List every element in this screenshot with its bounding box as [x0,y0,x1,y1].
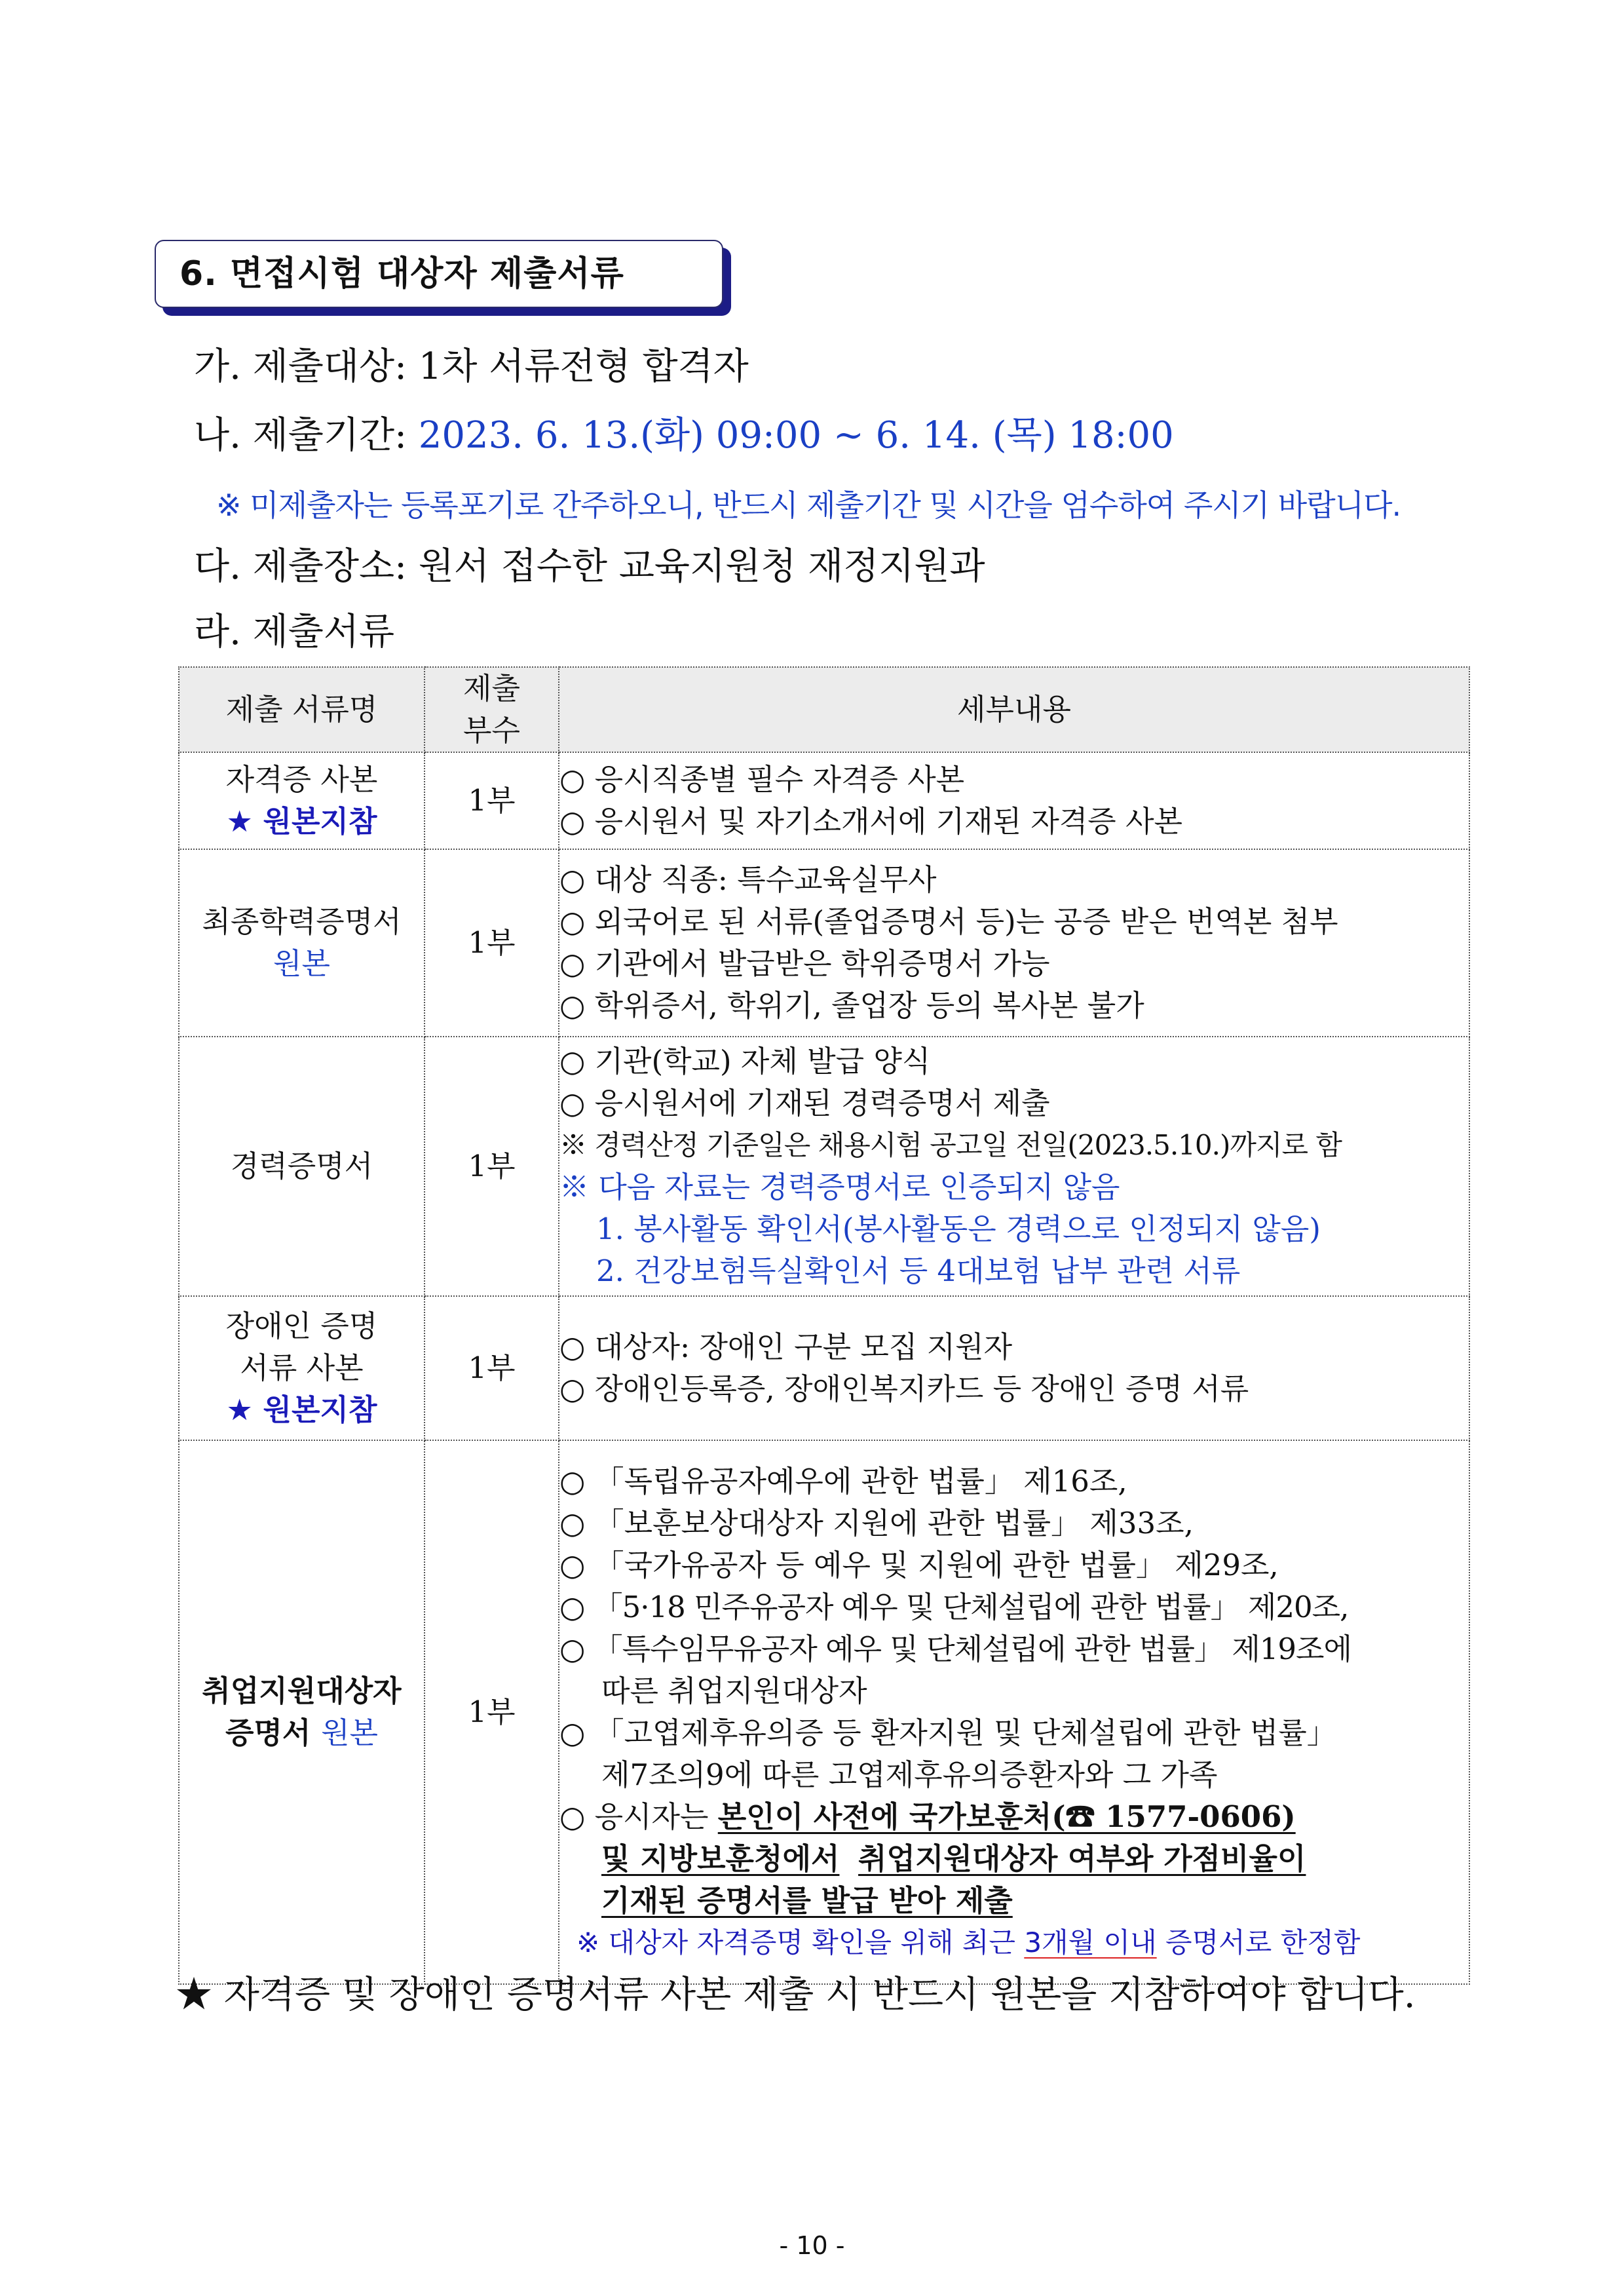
detail-line: ○ 응시원서 및 자기소개서에 기재된 자격증 사본 [559,804,1183,839]
header-name: 제출 서류명 [179,667,425,752]
header-qty-line1: 제출 [463,671,520,706]
recency-note-period: 3개월 이내 [1024,1926,1157,1959]
detail-line: 제7조의9에 따른 고엽제후유의증환자와 그 가족 [601,1757,1218,1792]
row-name [179,1037,425,1296]
recency-note-pre: ※ 대상자 자격증명 확인을 위해 최근 [576,1926,1025,1959]
row-name-line: 서류 사본 [240,1350,364,1385]
row-qty: 1부 [425,752,559,849]
row-qty: 1부 [425,1440,559,1984]
original-required-mark: ★ 원본지참 [226,804,377,839]
blue-item: 2. 건강보험득실확인서 등 4대보험 납부 관련 서류 [596,1253,1241,1288]
detail-line: ○ 학위증서, 학위기, 졸업장 등의 복사본 불가 [559,988,1144,1023]
item-ga-value: 1차 서류전형 합격자 [418,345,749,388]
row-detail [559,849,1469,1037]
page-number: - 10 - [779,2231,845,2260]
applicant-emphasis: 취업지원대상자 여부와 가점비율이 [858,1841,1306,1876]
item-da-label: 다. 제출장소: [194,545,419,588]
header-qty-line2: 부수 [463,713,520,748]
applicant-emphasis: 기재된 증명서를 발급 받아 제출 [601,1883,1013,1918]
detail-line: ○ 응시원서에 기재된 경력증명서 제출 [559,1086,1050,1120]
blue-item: 1. 봉사활동 확인서(봉사활동은 경력으로 인정되지 않음) [596,1212,1321,1246]
row-detail [559,1440,1469,1984]
section-heading-box [155,240,723,308]
detail-line: ○ 「보훈보상대상자 지원에 관한 법률」 제33조, [559,1506,1194,1540]
detail-line: ○ 「5·18 민주유공자 예우 및 단체설립에 관한 법률」 제20조, [559,1590,1349,1624]
table-row [179,752,1469,849]
row-name-line2: 증명서 [225,1715,322,1750]
detail-line: ○ 「특수임무유공자 예우 및 단체설립에 관한 법률」 제19조에 [559,1632,1351,1666]
row-name [179,1296,425,1440]
row-name [179,752,425,849]
row-qty: 1부 [425,1037,559,1296]
detail-line: ○ 「고엽제후유의증 등 환자지원 및 단체설립에 관한 법률」 [559,1715,1336,1750]
detail-line: ○ 「독립유공자예우에 관한 법률」 제16조, [559,1464,1127,1499]
item-na-value: 2023. 6. 13.(화) 09:00 ~ 6. 14. (목) 18:00 [418,414,1174,457]
original-required-mark: ★ 원본지참 [226,1392,377,1427]
row-name-line [179,1712,424,1754]
item-na-label: 나. 제출기간: [194,414,419,457]
detail-line: ○ 대상자: 장애인 구분 모집 지원자 [559,1330,1013,1364]
applicant-line1 [559,1796,1469,1838]
item-ga [194,337,749,390]
original-mark: 원본 [273,946,330,981]
applicant-line2 [559,1838,1469,1880]
blue-note: ※ 다음 자료는 경력증명서로 인증되지 않음 [559,1170,1120,1204]
item-da-value: 원서 접수한 교육지원청 재정지원과 [418,545,985,588]
row-detail [559,752,1469,849]
item-da [194,537,985,590]
row-name [179,1440,425,1984]
detail-line: ○ 「국가유공자 등 예우 및 지원에 관한 법률」 제29조, [559,1548,1279,1582]
table-row [179,1440,1469,1984]
table-row [179,1296,1469,1440]
detail-line: ○ 장애인등록증, 장애인복지카드 등 장애인 증명 서류 [559,1371,1249,1406]
item-ga-label: 가. 제출대상: [194,345,419,388]
warning-note: ※ 미제출자는 등록포기로 간주하오니, 반드시 제출기간 및 시간을 엄수하여 주시기 바랍니다. [216,488,1401,523]
row-qty: 1부 [425,1296,559,1440]
footer-note: ★ 자격증 및 장애인 증명서류 사본 제출 시 반드시 원본을 지참하여야 합니다. [176,1974,1416,2016]
row-name-line: 최종학력증명서 [202,904,402,939]
row-name-line: 취업지원대상자 [202,1674,402,1708]
row-name-line: 경력증명서 [230,1149,373,1183]
row-name-line: 장애인 증명 [225,1309,378,1343]
applicant-emphasis: 본인이 사전에 국가보훈처(☎ 1577-0606) [717,1799,1296,1834]
row-detail [559,1037,1469,1296]
detail-line: ○ 외국어로 된 서류(졸업증명서 등)는 공증 받은 번역본 첨부 [559,904,1338,939]
table-row [179,1037,1469,1296]
detail-line: ○ 대상 직종: 특수교육실무사 [559,862,937,897]
row-detail [559,1296,1469,1440]
table-header-row [179,667,1469,752]
header-qty [425,667,559,752]
detail-line: ○ 응시직종별 필수 자격증 사본 [559,762,965,797]
section-title: 6. 면접시험 대상자 제출서류 [179,254,624,294]
item-na [194,406,1174,459]
applicant-line3 [559,1880,1469,1922]
header-detail: 세부내용 [559,667,1469,752]
recency-note [559,1922,1469,1964]
item-ra: 라. 제출서류 [194,611,395,653]
applicant-emphasis: 및 지방보훈청에서 [601,1841,840,1876]
detail-line: 따른 취업지원대상자 [601,1674,867,1708]
documents-table [178,666,1470,1985]
detail-line: ○ 기관에서 발급받은 학위증명서 가능 [559,946,1050,981]
row-name-line: 자격증 사본 [225,762,378,797]
recency-note-post: 증명서로 한정함 [1156,1926,1361,1959]
detail-line: ○ 기관(학교) 자체 발급 양식 [559,1044,931,1079]
row-qty: 1부 [425,849,559,1037]
table-row [179,849,1469,1037]
original-mark: 원본 [321,1715,379,1750]
detail-line: ※ 경력산정 기준일은 채용시험 공고일 전일(2023.5.10.)까지로 함 [559,1129,1342,1161]
row-name [179,849,425,1037]
applicant-prefix: ○ 응시자는 [559,1799,718,1834]
